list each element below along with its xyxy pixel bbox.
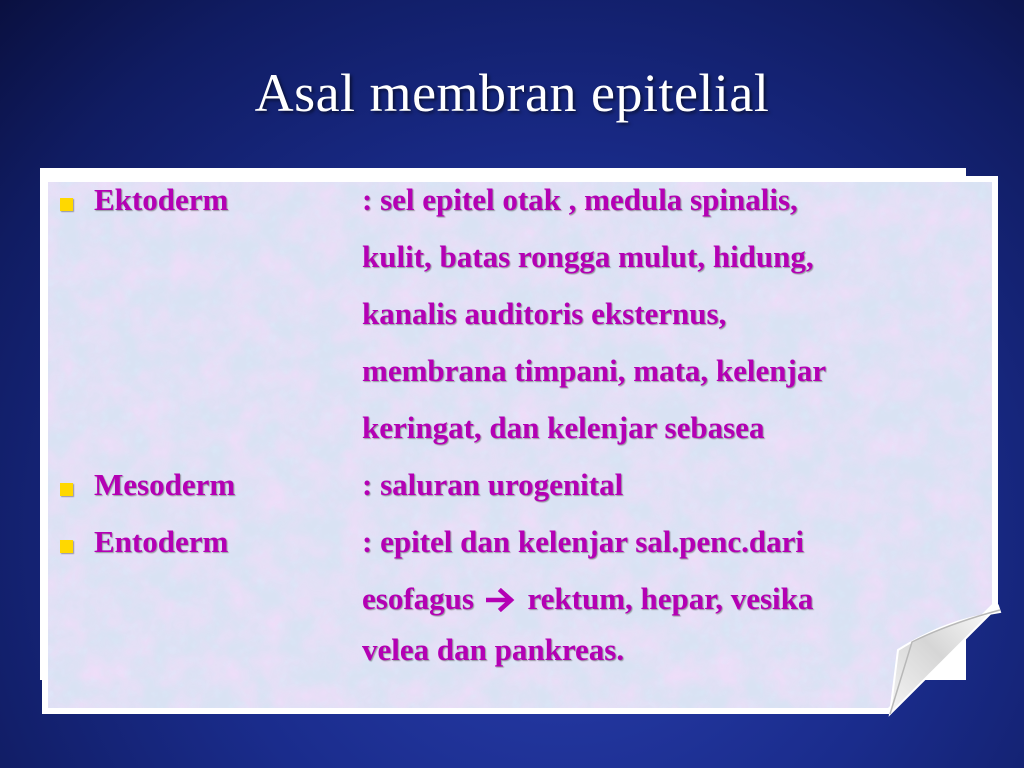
description-line — [362, 581, 813, 620]
description-segment: rektum, hepar, vesika — [527, 581, 814, 616]
continuation-row — [50, 353, 970, 410]
list-item-entoderm — [50, 524, 970, 581]
square-bullet-icon — [60, 483, 73, 496]
description-line: : sel epitel otak , medula spinalis, — [362, 182, 798, 217]
continuation-row — [50, 410, 970, 467]
square-bullet-icon — [60, 540, 73, 553]
description-line: : saluran urogenital — [362, 467, 624, 502]
term-ektoderm: Ektoderm — [94, 182, 229, 217]
description-line: keringat, dan kelenjar sebasea — [362, 410, 765, 445]
description-line: : epitel dan kelenjar sal.penc.dari — [362, 524, 805, 559]
list-item-mesoderm — [50, 467, 970, 524]
continuation-row — [50, 581, 970, 638]
description-line: kanalis auditoris eksternus, — [362, 296, 727, 331]
term-mesoderm: Mesoderm — [94, 467, 236, 502]
term-entoderm: Entoderm — [94, 524, 229, 559]
description-line: kulit, batas rongga mulut, hidung, — [362, 239, 814, 274]
slide-title: Asal membran epitelial — [254, 63, 770, 123]
square-bullet-icon — [60, 198, 73, 211]
right-arrow-icon — [486, 584, 516, 620]
continuation-row — [50, 632, 970, 689]
description-line: membrana timpani, mata, kelenjar — [362, 353, 827, 388]
list-item-ektoderm — [50, 182, 970, 239]
continuation-row — [50, 296, 970, 353]
description-segment: esofagus — [362, 581, 474, 616]
description-line: velea dan pankreas. — [362, 632, 625, 667]
continuation-row — [50, 239, 970, 296]
